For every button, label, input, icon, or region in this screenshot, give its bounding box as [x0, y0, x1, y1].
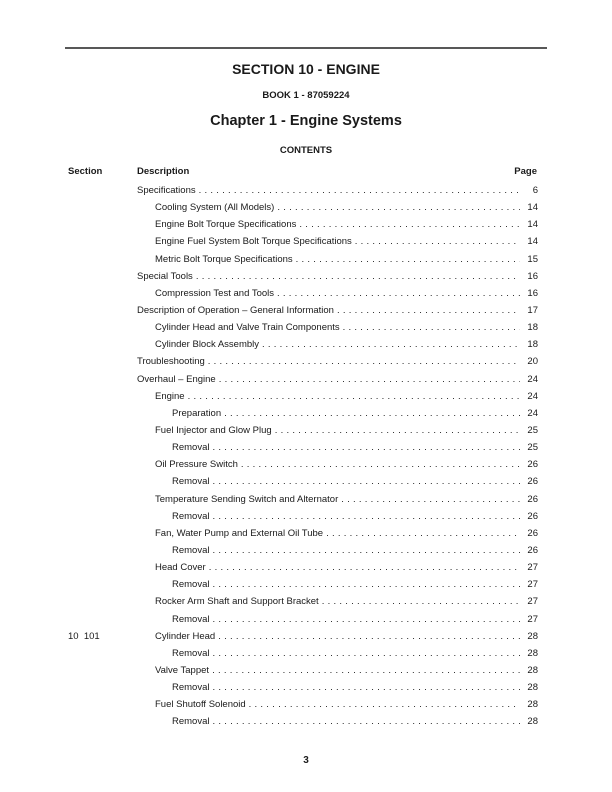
dot-leader [277, 285, 520, 302]
toc-entry [68, 422, 538, 439]
dot-leader [218, 628, 520, 645]
toc-page-number: 26 [527, 476, 538, 488]
toc-entry-label: Removal [172, 613, 210, 625]
footer-page-number: 3 [303, 755, 309, 766]
toc-entry [68, 525, 538, 542]
toc-entry-label: Compression Test and Tools [155, 287, 274, 299]
dot-leader [213, 439, 521, 456]
toc-page-number: 24 [527, 390, 538, 402]
toc-page-number: 14 [527, 236, 538, 248]
toc-entry-label: Description of Operation – General Information [137, 304, 334, 316]
toc-page-number: 25 [527, 424, 538, 436]
dot-leader [213, 542, 521, 559]
toc-page-number: 26 [527, 493, 538, 505]
toc-page-number: 27 [527, 613, 538, 625]
toc-entry-label: Cylinder Head and Valve Train Components [155, 322, 340, 334]
dot-leader [299, 216, 520, 233]
dot-leader [213, 508, 521, 525]
dot-leader [322, 593, 520, 610]
toc-page-number: 26 [527, 510, 538, 522]
dot-leader [249, 696, 520, 713]
toc-page-number: 27 [527, 562, 538, 574]
toc-page-number: 28 [527, 647, 538, 659]
toc-page-number: 28 [527, 716, 538, 728]
column-header-page: Page [514, 166, 537, 177]
dot-leader [224, 405, 520, 422]
toc-entry [68, 405, 538, 422]
book-number-line: BOOK 1 - 87059224 [262, 90, 350, 101]
toc-entry [68, 233, 538, 250]
toc-page-number: 24 [527, 407, 538, 419]
toc-entry [68, 645, 538, 662]
toc-entry [68, 611, 538, 628]
toc-entry [68, 371, 538, 388]
dot-leader [262, 336, 520, 353]
toc-entry [68, 473, 538, 490]
toc-entry [68, 628, 538, 645]
toc-entry-label: Temperature Sending Switch and Alternator [155, 493, 339, 505]
toc-entry-label: Specifications [137, 185, 196, 196]
toc-page-number: 14 [527, 219, 538, 231]
toc-entry [68, 336, 538, 353]
toc-entry [68, 182, 538, 199]
dot-leader [213, 576, 521, 593]
dot-leader [213, 713, 521, 730]
toc-page-number: 28 [527, 682, 538, 694]
toc-entry [68, 302, 538, 319]
toc-list [68, 182, 538, 731]
toc-entry-label: Rocker Arm Shaft and Support Bracket [155, 596, 319, 608]
dot-leader [188, 388, 520, 405]
toc-entry [68, 439, 538, 456]
toc-entry [68, 491, 538, 508]
toc-page-number: 16 [527, 270, 538, 282]
toc-entry [68, 216, 538, 233]
toc-entry [68, 353, 538, 370]
toc-entry [68, 559, 538, 576]
dot-leader [355, 233, 520, 250]
dot-leader [337, 302, 520, 319]
column-header-section: Section [68, 166, 103, 177]
toc-entry [68, 456, 538, 473]
dot-leader [213, 611, 521, 628]
dot-leader [341, 491, 520, 508]
toc-entry [68, 508, 538, 525]
toc-entry-label: Cylinder Head [155, 630, 216, 642]
toc-entry [68, 662, 538, 679]
toc-entry-label: Metric Bolt Torque Specifications [155, 253, 293, 265]
toc-entry-label: Removal [172, 544, 210, 556]
dot-leader [213, 679, 521, 696]
toc-entry-label: Cylinder Block Assembly [155, 339, 260, 351]
dot-leader [275, 422, 520, 439]
toc-page-number: 28 [527, 664, 538, 676]
toc-page-number: 27 [527, 596, 538, 608]
toc-page-number: 24 [527, 373, 538, 385]
toc-entry [68, 679, 538, 696]
toc-page-number: 17 [527, 304, 538, 316]
dot-leader [219, 371, 520, 388]
toc-entry-label: Valve Tappet [155, 664, 210, 676]
contents-heading: CONTENTS [279, 145, 333, 156]
toc-page-number: 28 [527, 699, 538, 711]
toc-entry-label: Fan, Water Pump and External Oil Tube [155, 527, 324, 539]
toc-page-number: 26 [527, 459, 538, 471]
toc-entry [68, 199, 538, 216]
toc-entry-label: Fuel Injector and Glow Plug [155, 424, 272, 436]
toc-entry-label: Engine [155, 390, 185, 402]
chapter-title: Chapter 1 - Engine Systems [210, 113, 402, 129]
dot-leader [208, 353, 520, 370]
toc-page-number: 6 [532, 185, 538, 196]
dot-leader [326, 525, 520, 542]
dot-leader [296, 251, 520, 268]
toc-page-number: 28 [527, 630, 538, 642]
toc-entry-label: Cooling System (All Models) [155, 202, 275, 214]
toc-entry-label: Removal [172, 579, 210, 591]
toc-entry-label: Head Cover [155, 562, 206, 574]
toc-entry-label: Removal [172, 442, 210, 454]
dot-leader [277, 199, 520, 216]
section-title: SECTION 10 - ENGINE [232, 61, 380, 77]
toc-entry [68, 713, 538, 730]
toc-entry-label: Special Tools [137, 270, 193, 282]
toc-page-number: 16 [527, 287, 538, 299]
toc-entry [68, 542, 538, 559]
toc-entry [68, 576, 538, 593]
toc-page-number: 14 [527, 202, 538, 214]
toc-page-number: 18 [527, 339, 538, 351]
toc-entry-label: Engine Bolt Torque Specifications [155, 219, 297, 231]
toc-entry [68, 696, 538, 713]
toc-page-number: 26 [527, 544, 538, 556]
toc-entry [68, 593, 538, 610]
header-rule [65, 47, 547, 49]
toc-page-number: 26 [527, 527, 538, 539]
column-header-description: Description [137, 166, 190, 177]
toc-page-number: 20 [527, 356, 538, 368]
toc-entry-label: Engine Fuel System Bolt Torque Specifications [155, 236, 352, 248]
toc-entry [68, 319, 538, 336]
dot-leader [213, 645, 521, 662]
toc-entry-label: Removal [172, 682, 210, 694]
toc-entry-label: Removal [172, 716, 210, 728]
toc-entry-label: Overhaul – Engine [137, 373, 216, 385]
dot-leader [209, 559, 520, 576]
toc-entry-label: Oil Pressure Switch [155, 459, 238, 471]
dot-leader [212, 662, 520, 679]
dot-leader [343, 319, 520, 336]
toc-page-number: 27 [527, 579, 538, 591]
toc-entry-label: Fuel Shutoff Solenoid [155, 699, 246, 711]
toc-entry-label: Removal [172, 647, 210, 659]
dot-leader [213, 473, 521, 490]
dot-leader [196, 268, 520, 285]
toc-entry [68, 251, 538, 268]
toc-entry-label: Preparation [172, 407, 222, 419]
dot-leader [199, 182, 520, 199]
toc-entry-label: Troubleshooting [137, 356, 205, 368]
toc-page-number: 18 [527, 322, 538, 334]
dot-leader [241, 456, 520, 473]
toc-entry [68, 388, 538, 405]
toc-entry [68, 285, 538, 302]
toc-entry-label: Removal [172, 510, 210, 522]
toc-page-number: 15 [527, 253, 538, 265]
toc-entry-label: Removal [172, 476, 210, 488]
toc-page-number: 25 [527, 442, 538, 454]
toc-entry [68, 268, 538, 285]
toc-section-number: 10 101 [68, 630, 100, 642]
